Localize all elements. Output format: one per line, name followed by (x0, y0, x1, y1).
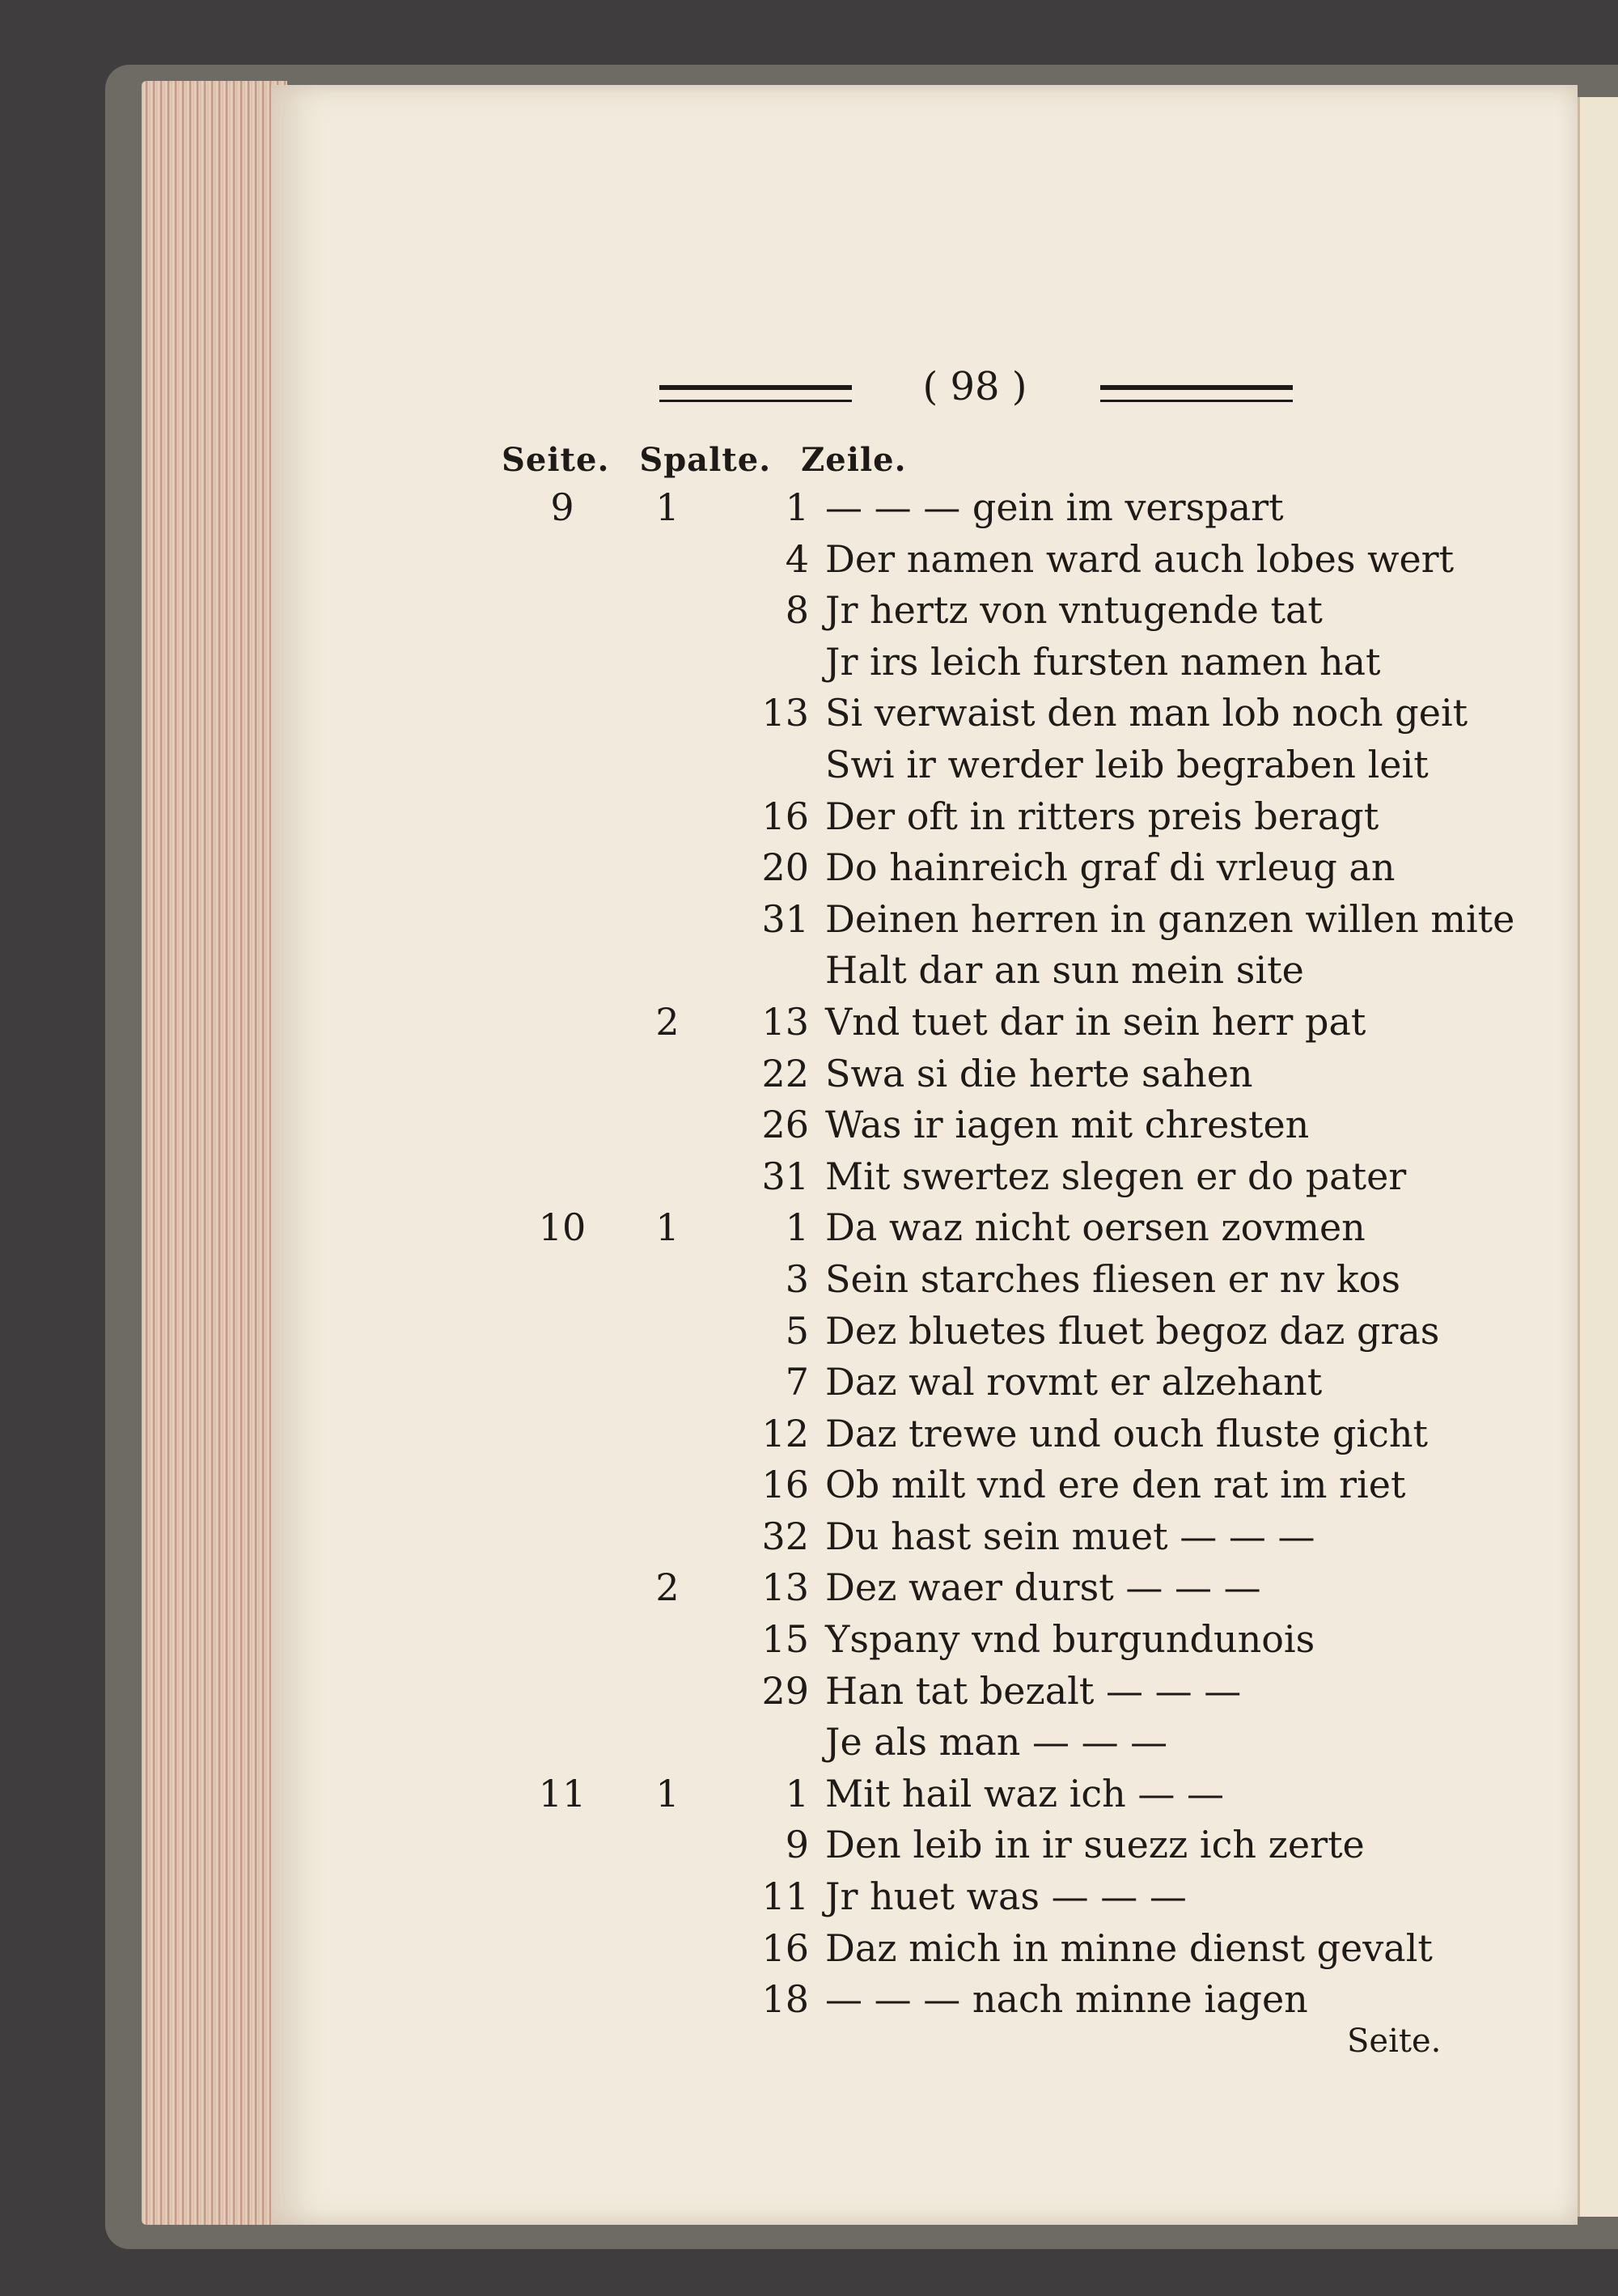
row-text: Daz mich in minne dienst gevalt (825, 1925, 1433, 1970)
row-text: Daz wal rovmt er alzehant (825, 1360, 1323, 1404)
row-zeile: 12 (761, 1411, 809, 1455)
page-header (271, 364, 1578, 413)
row-text: Du hast sein muet — — — (825, 1514, 1315, 1558)
errata-row (271, 691, 1578, 743)
errata-row (271, 1154, 1578, 1206)
row-text: Swi ir werder leib begraben leit (825, 742, 1429, 786)
errata-row (271, 1103, 1578, 1154)
errata-row (271, 1052, 1578, 1104)
errata-row (271, 1720, 1578, 1772)
row-text: Jr irs leich fursten namen hat (825, 639, 1381, 684)
row-text: Si verwaist den man lob noch geit (825, 691, 1468, 735)
row-zeile: 7 (785, 1360, 809, 1404)
errata-row (271, 845, 1578, 897)
book-page (271, 85, 1578, 2225)
facing-page-edge (1578, 97, 1618, 2217)
errata-row (271, 1669, 1578, 1721)
row-zeile: 8 (785, 588, 809, 633)
row-text: Was ir iagen mit chresten (825, 1103, 1310, 1147)
row-zeile: 1 (785, 1771, 809, 1815)
row-text: Daz trewe und ouch fluste gicht (825, 1411, 1429, 1455)
row-text: Dez waer durst — — — (825, 1565, 1261, 1610)
errata-row (271, 588, 1578, 640)
column-header-spalte: Spalte. (639, 441, 772, 479)
row-text: — — — gein im verspart (825, 485, 1284, 529)
errata-row (271, 897, 1578, 949)
errata-row (271, 948, 1578, 1000)
row-zeile: 32 (761, 1514, 809, 1558)
page-number: ( 98 ) (922, 364, 1027, 409)
errata-list (271, 485, 1578, 2029)
errata-row (271, 794, 1578, 846)
row-text: Jr huet was — — — (825, 1875, 1187, 1919)
row-zeile: 3 (785, 1256, 809, 1301)
row-zeile: 5 (785, 1308, 809, 1353)
column-header-seite: Seite. (502, 441, 610, 479)
row-zeile: 13 (761, 691, 809, 735)
row-text: Ob milt vnd ere den rat im riet (825, 1463, 1406, 1507)
row-text: Yspany vnd burgundunois (825, 1617, 1315, 1662)
row-seite: 10 (538, 1205, 587, 1250)
errata-row (271, 1257, 1578, 1309)
column-headers (502, 441, 925, 479)
row-text: Do hainreich graf di vrleug an (825, 845, 1396, 890)
row-spalte: 2 (655, 999, 680, 1044)
errata-row (271, 1875, 1578, 1926)
row-seite: 11 (538, 1771, 587, 1815)
row-spalte: 1 (655, 1205, 680, 1250)
row-zeile: 22 (761, 1051, 809, 1095)
errata-row (271, 1514, 1578, 1566)
row-text: Da waz nicht oersen zovmen (825, 1205, 1366, 1250)
row-text: Halt dar an sun mein site (825, 948, 1304, 993)
row-zeile: 31 (761, 896, 809, 941)
row-text: Mit hail waz ich — — (825, 1771, 1225, 1815)
row-text: Vnd tuet dar in sein herr pat (825, 999, 1366, 1044)
errata-row (271, 1823, 1578, 1875)
row-text: Sein starches fliesen er nv kos (825, 1256, 1400, 1301)
header-rule-right (1100, 385, 1293, 402)
errata-row (271, 743, 1578, 794)
errata-row (271, 1772, 1578, 1824)
row-text: — — — nach minne iagen (825, 1977, 1308, 2022)
row-zeile: 20 (761, 845, 809, 890)
row-zeile: 1 (785, 1205, 809, 1250)
row-text: Jr hertz von vntugende tat (825, 588, 1323, 633)
row-seite: 9 (550, 485, 574, 529)
row-zeile: 13 (761, 1565, 809, 1610)
header-rule-left (659, 385, 852, 402)
errata-row (271, 1412, 1578, 1464)
errata-row (271, 1360, 1578, 1412)
row-zeile: 13 (761, 999, 809, 1044)
row-text: Han tat bezalt — — — (825, 1668, 1242, 1713)
row-zeile: 16 (761, 1463, 809, 1507)
row-zeile: 16 (761, 794, 809, 838)
errata-row (271, 1617, 1578, 1669)
catchword: Seite. (1347, 2023, 1442, 2060)
row-zeile: 15 (761, 1617, 809, 1662)
row-zeile: 1 (785, 485, 809, 529)
row-text: Swa si die herte sahen (825, 1051, 1253, 1095)
errata-row (271, 1463, 1578, 1514)
page-edges (142, 81, 287, 2225)
errata-row (271, 485, 1578, 537)
row-spalte: 2 (655, 1565, 680, 1610)
column-header-zeile: Zeile. (801, 441, 907, 479)
row-text: Deinen herren in ganzen willen mite (825, 896, 1515, 941)
row-zeile: 18 (761, 1977, 809, 2022)
row-text: Der namen ward auch lobes wert (825, 536, 1455, 581)
row-text: Mit swertez slegen er do pater (825, 1154, 1407, 1198)
row-zeile: 9 (785, 1823, 809, 1867)
errata-row (271, 1000, 1578, 1052)
row-zeile: 31 (761, 1154, 809, 1198)
errata-row (271, 1977, 1578, 2029)
row-text: Den leib in ir suezz ich zerte (825, 1823, 1365, 1867)
row-zeile: 4 (785, 536, 809, 581)
errata-row (271, 1926, 1578, 1978)
row-text: Dez bluetes fluet begoz daz gras (825, 1308, 1440, 1353)
row-spalte: 1 (655, 485, 680, 529)
row-text: Der oft in ritters preis beragt (825, 794, 1379, 838)
row-spalte: 1 (655, 1771, 680, 1815)
row-zeile: 16 (761, 1925, 809, 1970)
errata-row (271, 1565, 1578, 1617)
errata-row (271, 537, 1578, 589)
row-zeile: 26 (761, 1103, 809, 1147)
errata-row (271, 640, 1578, 692)
row-zeile: 29 (761, 1668, 809, 1713)
row-text: Je als man — — — (825, 1720, 1168, 1764)
row-zeile: 11 (761, 1875, 809, 1919)
errata-row (271, 1309, 1578, 1361)
errata-row (271, 1205, 1578, 1257)
